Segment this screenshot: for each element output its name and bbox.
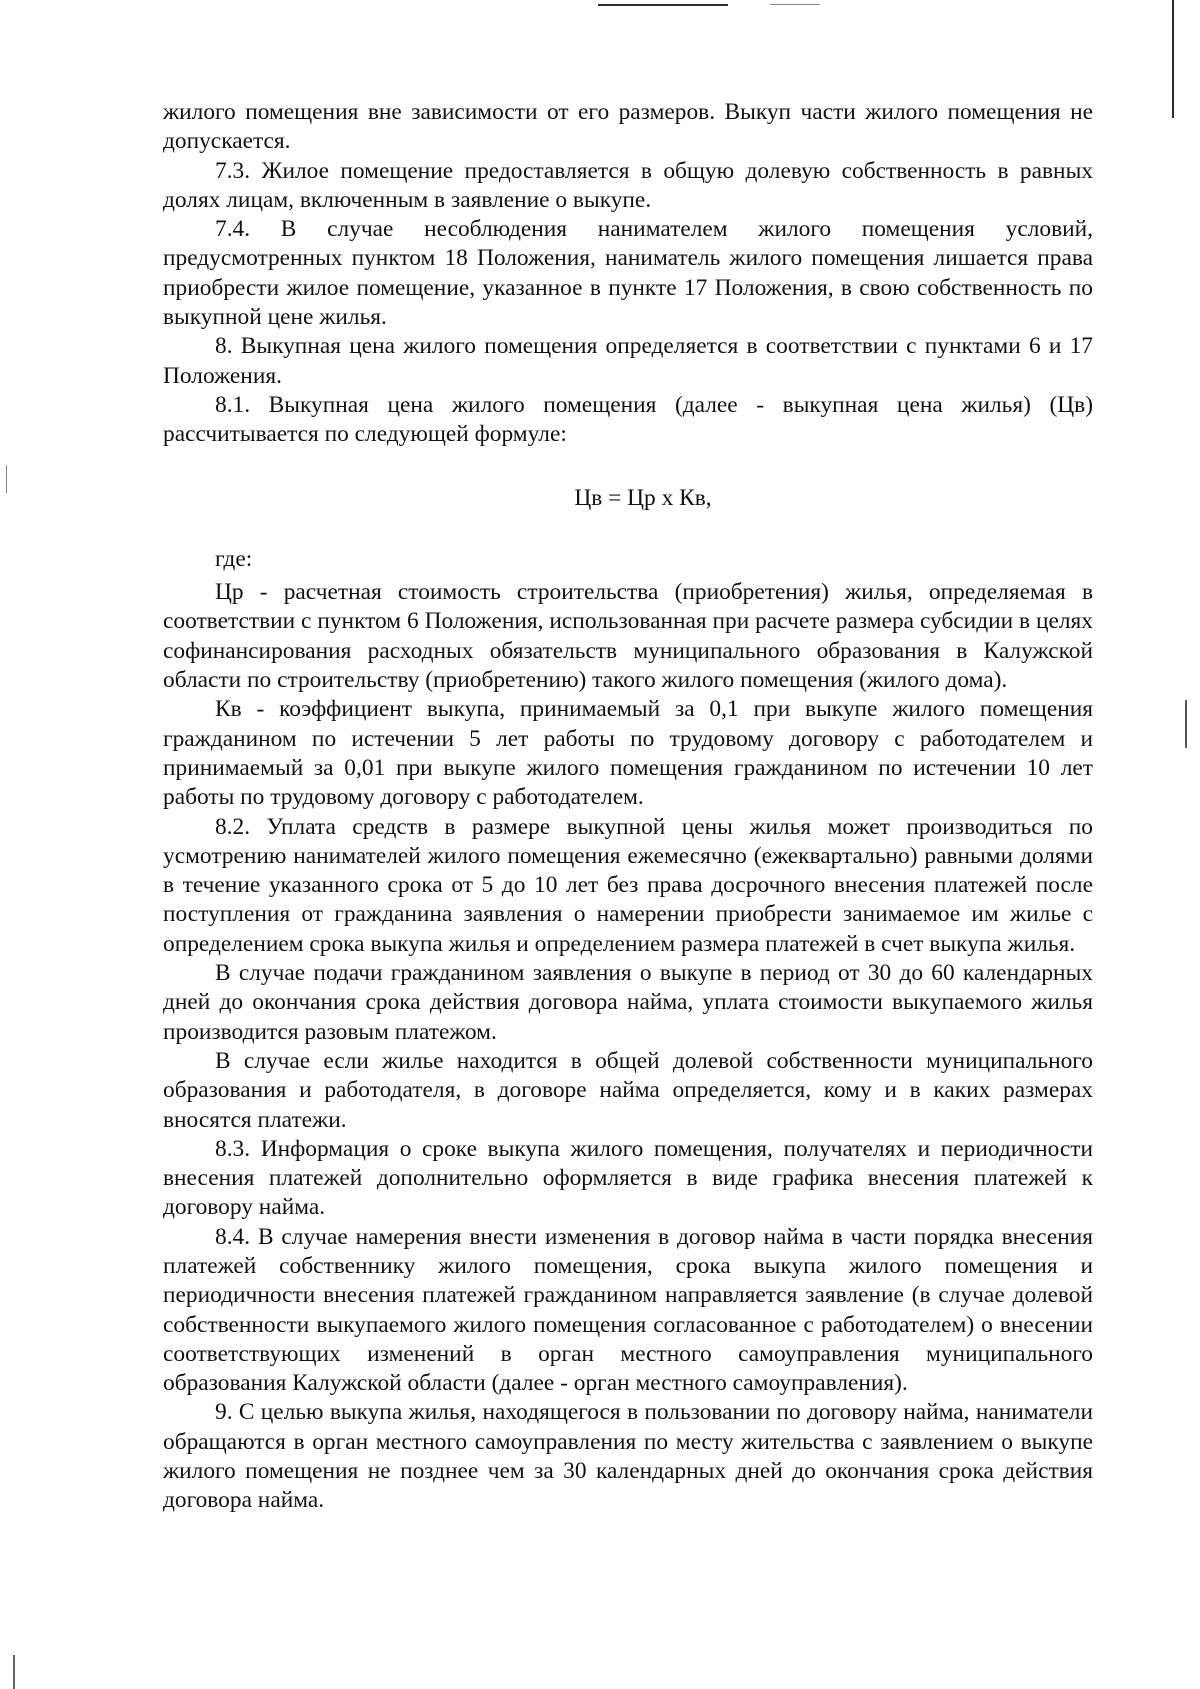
scan-line-top bbox=[598, 4, 728, 6]
scan-edge-right-mid bbox=[1185, 700, 1187, 748]
paragraph-kv-definition: Кв - коэффициент выкупа, принимаемый за 0,1 при выкупе жилого помещения гражданином по истечении 5 лет работы по трудовому договору с работодателем и принимаемый за 0,01 при выкупе жилого помещения гражданином по истечении 10 лет работы по трудовому договору с работодателем. bbox=[163, 696, 1093, 811]
paragraph-8: 8. Выкупная цена жилого помещения определяется в соответствии с пунктами 6 и 17 Положения. bbox=[163, 333, 1093, 389]
paragraph-9: 9. С целью выкупа жилья, находящегося в пользовании по договору найма, наниматели обращаются в орган местного самоуправления по месту жительства с заявлением о выкупе жилого помещения не позднее чем за 30 календарных дней до окончания срока действия договора найма. bbox=[163, 1399, 1093, 1514]
document-body bbox=[163, 98, 1093, 1516]
paragraph-8-2: 8.2. Уплата средств в размере выкупной цены жилья может производиться по усмотрению нанимателей жилого помещения ежемесячно (ежеквартально) равными долями в течение указанного срока от 5 до 10 лет без права досрочного внесения платежей после поступления от гражданина заявления о намерении приобрести занимаемое им жилье с определением срока выкупа жилья и определением размера платежей в счет выкупа жилья. bbox=[163, 813, 1093, 957]
paragraph-7-3: 7.3. Жилое помещение предоставляется в общую долевую собственность в равных долях лицам, включенным в заявление о выкупе. bbox=[163, 157, 1093, 213]
paragraph-8-2-shared-ownership: В случае если жилье находится в общей долевой собственности муниципального образования и работодателя, в договоре найма определяется, кому и в каких размерах вносятся платежи. bbox=[163, 1047, 1093, 1133]
paragraph-8-1: 8.1. Выкупная цена жилого помещения (далее - выкупная цена жилья) (Цв) рассчитывается по следующей формуле: bbox=[163, 391, 1093, 448]
scan-edge-right-top bbox=[1172, 0, 1174, 118]
scan-edge-left-bottom bbox=[13, 1655, 15, 1689]
formula: Цв = Цр x Кв, bbox=[574, 484, 712, 511]
paragraph-8-4: 8.4. В случае намерения внести изменения в договор найма в части порядка внесения платежей собственнику жилого помещения, срока выкупа жилого помещения и периодичности внесения платежей гражданином направляется заявление (в случае долевой собственности выкупаемого жилого помещения согласованное с работодателем) о внесении соответствующих изменений в орган местного самоуправления муниципального образования Калужской области (далее - орган местного самоуправления). bbox=[163, 1223, 1093, 1397]
paragraph-cp-definition: Цр - расчетная стоимость строительства (приобретения) жилья, определяемая в соответствии с пунктом 6 Положения, использованная при расчете размера субсидии в целях софинансирования расходных обязательств муниципального образования в Калужской области по строительству (приобретению) такого жилого помещения (жилого дома). bbox=[163, 579, 1093, 694]
where-label: где: bbox=[215, 545, 253, 572]
scan-edge-left-mid bbox=[6, 465, 7, 493]
paragraph-7-4: 7.4. В случае несоблюдения нанимателем жилого помещения условий, предусмотренных пунктом 18 Положения, наниматель жилого помещения лишается права приобрести жилое помещение, указанное в пункте 17 Положения, в свою собственность по выкупной цене жилья. bbox=[163, 216, 1093, 331]
paragraph-7-2-continuation: жилого помещения вне зависимости от его размеров. Выкуп части жилого помещения не допускается. bbox=[163, 99, 1093, 155]
paragraph-8-3: 8.3. Информация о сроке выкупа жилого помещения, получателях и периодичности внесения платежей дополнительно оформляется в виде графика внесения платежей к договору найма. bbox=[163, 1135, 1093, 1221]
paragraph-8-2-single-payment: В случае подачи гражданином заявления о выкупе в период от 30 до 60 календарных дней до окончания срока действия договора найма, уплата стоимости выкупаемого жилья производится разовым платежом. bbox=[163, 960, 1093, 1045]
scan-line-top-2 bbox=[770, 4, 820, 5]
